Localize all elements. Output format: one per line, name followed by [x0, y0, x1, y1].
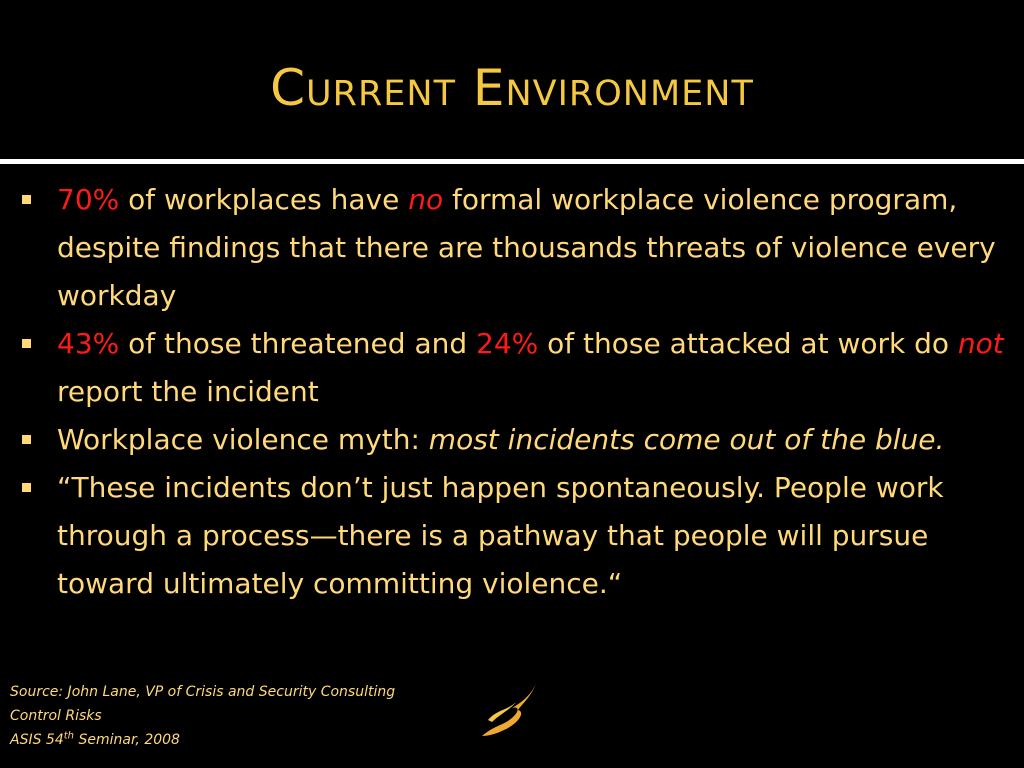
bullet-text: of workplaces have [119, 183, 409, 216]
source-superscript: th [63, 730, 75, 742]
square-bullet-icon [22, 435, 31, 444]
source-line: Control Risks [10, 708, 102, 724]
source-line: Source: John Lane, VP of Crisis and Security Consulting [10, 684, 396, 700]
bullet-text: report the incident [57, 375, 319, 408]
flame-swoosh-icon [474, 680, 538, 740]
quote-text: “These incidents don’t just happen spontaneously. People work through a process—there is a pathway that people will pursue toward ultimately committing violence.“ [57, 471, 944, 600]
bullet-text: of those attacked at work do [538, 327, 958, 360]
square-bullet-icon [22, 195, 31, 204]
source-text: Seminar, 2008 [74, 732, 180, 748]
emphasis-text: not [957, 327, 1004, 360]
emphasis-text: no [408, 183, 444, 216]
source-text: ASIS 54 [10, 732, 64, 748]
source-citation [10, 680, 395, 752]
bullet-item [20, 176, 1010, 320]
slide-title: Current Environment [270, 59, 754, 117]
bullet-list [20, 176, 1010, 608]
title-divider [0, 159, 1024, 164]
source-line [10, 728, 395, 752]
bullet-item [20, 320, 1010, 416]
bullet-text: of those threatened and [119, 327, 477, 360]
stat-highlight: 70% [57, 183, 120, 216]
bullet-item [20, 464, 1010, 608]
bullet-text: formal workplace violence program, despite findings that there are thousands threats of violence every workday [57, 183, 996, 312]
stat-highlight: 43% [57, 327, 120, 360]
square-bullet-icon [22, 483, 31, 492]
square-bullet-icon [22, 339, 31, 348]
emphasis-text: most incidents come out of the blue. [428, 423, 945, 456]
bullet-item [20, 416, 1010, 464]
bullet-text: Workplace violence myth: [57, 423, 429, 456]
stat-highlight: 24% [476, 327, 539, 360]
